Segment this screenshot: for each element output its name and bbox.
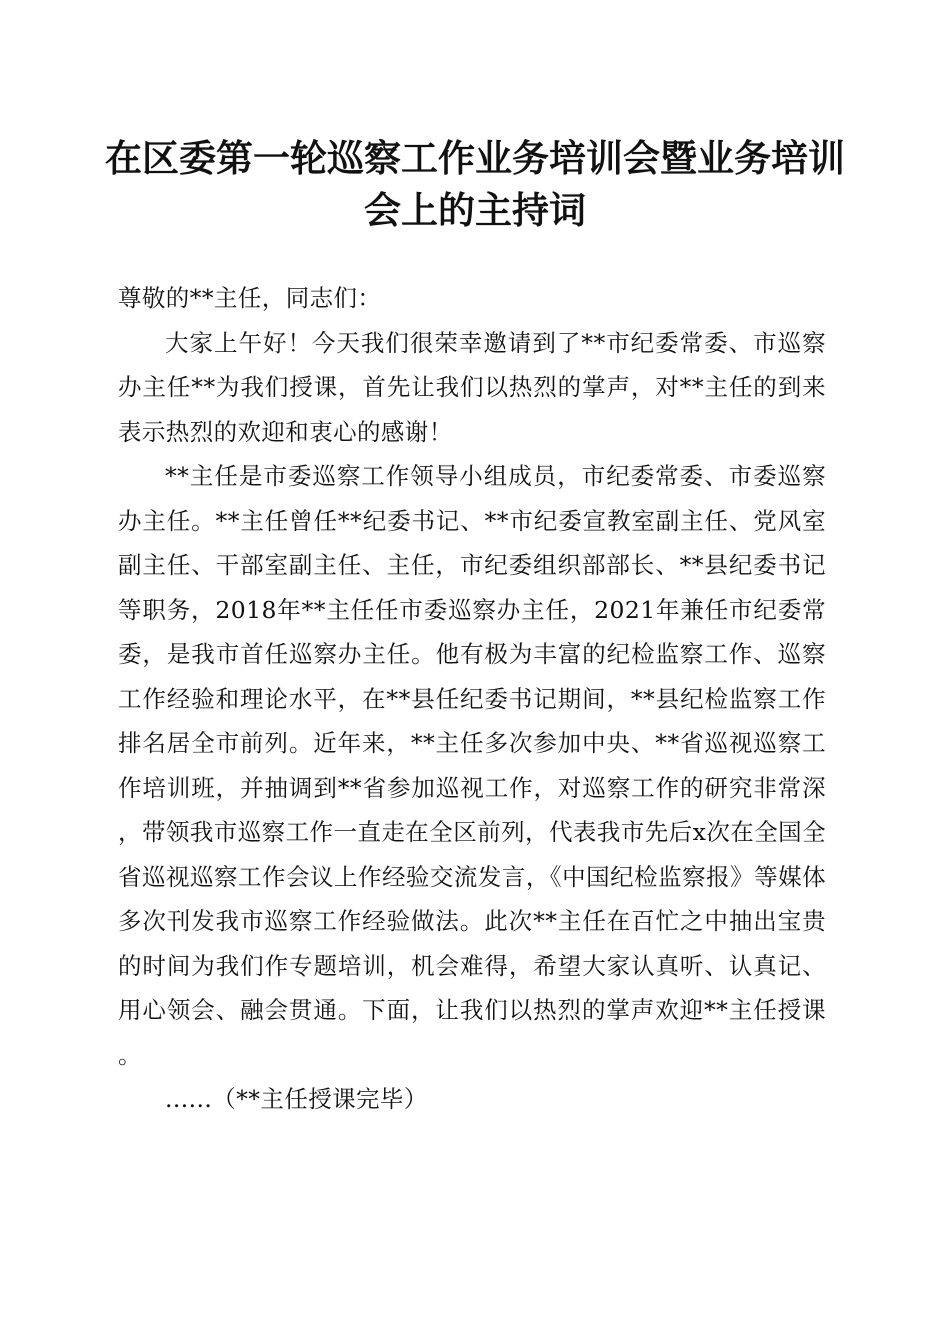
- document-body: [118, 276, 826, 1122]
- title-line-1: 在区委第一轮巡察工作业务培训会暨业务培训: [105, 136, 845, 180]
- paragraph-welcome: 大家上午好！今天我们很荣幸邀请到了**市纪委常委、市巡察办主任**为我们授课，首先让我们以热烈的掌声，对**主任的到来表示热烈的欢迎和衷心的感谢！: [118, 328, 826, 446]
- closing-note: ......（**主任授课完毕）: [165, 1085, 428, 1113]
- paragraph-introduction: **主任是市委巡察工作领导小组成员，市纪委常委、市委巡察办主任。**主任曾任**纪委书记、**市纪委宣教室副主任、党风室副主任、干部室副主任、主任，市纪委组织部部长、**县纪委书记等职务，2018年**主任任市委巡察办主任，2021年兼任市纪委常委，是我市首任巡察办主任。他有极为丰富的纪检监察工作、巡察工作经验和理论水平，在**县任纪委书记期间，**县纪检监察工作排名居全市前列。近年来，**主任多次参加中央、**省巡视巡察工作培训班，并抽调到**省参加巡视工作，对巡察工作的研究非常深，带领我市巡察工作一直走在全区前列，代表我市先后x次在全国全省巡视巡察工作会议上作经验交流发言，《中国纪检监察报》等媒体多次刊发我市巡察工作经验做法。此次**主任在百忙之中抽出宝贵的时间为我们作专题培训，机会难得，希望大家认真听、认真记、用心领会、融会贯通。下面，让我们以热烈的掌声欢迎**主任授课。: [118, 462, 826, 1069]
- document-title: [100, 132, 850, 236]
- greeting-line: 尊敬的**主任，同志们：: [118, 284, 382, 312]
- title-line-2: 会上的主持词: [364, 188, 586, 232]
